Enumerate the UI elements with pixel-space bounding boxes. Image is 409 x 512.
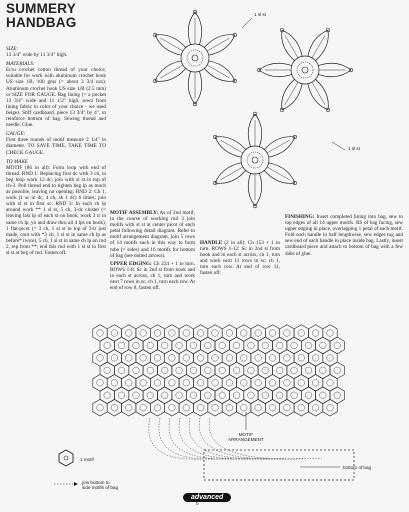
to-make-heading: TO MAKE <box>6 158 28 165</box>
arrangement-hexagon <box>316 362 330 379</box>
motif-arrangement-label-2: ARRANGEMENT <box>228 437 264 442</box>
arrangement-hexagon <box>222 325 236 342</box>
arrangement-hexagon <box>208 350 222 367</box>
arrangement-hexagon <box>273 387 287 404</box>
arrangement-hexagon <box>323 399 337 416</box>
arrangement-hexagon <box>237 325 251 342</box>
join-bottom-label <box>82 480 118 490</box>
to-make-text: MOTIF (86 in all): Form loop with end of thread. RND 1: Replacing first dc with 3 ch, in beg loop work 12 dc; join with sl st in top of ch-3. Pull thread end to tighten beg lp as much as possible, leaving no opening. RND 2: Ch 1, work (1 sc in dc, 4 ch, sk 1 dc) 6 times; join with sl st in first sc. RND 3: In each ch lp around work ** 1 sl st, 5 ch, 3-dc cluster (= leaving last lp of each st on hook, work 3 tr in same ch lp, yo and draw thru all 4 lps on hook), 1 flat-picot (= 3 ch, 1 sl st in top of 3-tr just made, cont with *3 ch, 1 sl st in same ch lp as before* twice), 5 ch, 1 sl st in same ch lp on rnd 2, rep from **; end this rnd with 1 sl st in first sl st at beg of rnd. Fasten off. <box>6 164 106 256</box>
arrangement-hexagon <box>93 350 107 367</box>
arrangement-hexagon <box>93 375 107 392</box>
arrangement-hexagon <box>309 325 323 342</box>
arrangement-hexagon <box>301 337 315 354</box>
arrangement-hexagon <box>107 350 121 367</box>
motif-assembly-text: As of 2nd motif, in the course of working rnd 3 join motifs with sl st at center picot of each petal following detail diagram. Refer to motif arrangement diagram, join 5 rows of 14 motifs each in this way to form tube (= sides) and 16 motifs for bottom of bag (see dotted arrows). <box>110 210 195 259</box>
arrangement-hexagon <box>179 350 193 367</box>
arrangement-hexagon <box>258 387 272 404</box>
arrangement-hexagon <box>136 325 150 342</box>
magazine-logo: advanced <box>183 493 231 502</box>
motif-arrangement-label-1: MOTIF <box>238 432 254 437</box>
arrangement-hexagon <box>122 399 136 416</box>
arrangement-hexagon <box>186 337 200 354</box>
upper-edging-heading: UPPER EDGING: <box>110 260 152 267</box>
arrangement-hexagon <box>143 362 157 379</box>
arrangement-hexagon <box>265 375 279 392</box>
arrangement-hexagon <box>193 325 207 342</box>
arrangement-hexagon <box>258 362 272 379</box>
arrangement-hexagon <box>122 325 136 342</box>
arrangement-hexagon <box>114 387 128 404</box>
arrangement-hexagon <box>265 325 279 342</box>
motif-diagram <box>153 10 236 106</box>
arrangement-hexagon <box>107 399 121 416</box>
arrangement-hexagon <box>309 399 323 416</box>
arrangement-hexagon <box>122 350 136 367</box>
arrangement-hexagon <box>114 362 128 379</box>
arrangement-hexagon <box>251 350 265 367</box>
arrangement-hexagon <box>136 399 150 416</box>
arrangement-hexagon <box>215 337 229 354</box>
arrangement-hexagon <box>280 325 294 342</box>
arrangement-hexagon <box>244 387 258 404</box>
join-bottom-label-1: join bottom to <box>82 480 110 485</box>
single-motif-symbol <box>59 450 73 466</box>
arrangement-hexagon <box>294 375 308 392</box>
one-motif-label: 1 motif <box>80 457 94 462</box>
handle-text: (2 in all): Ch 153 + 1 to turn. ROWS 1-12: Sc in 2nd st from hook and in each st across, ch 1, turn and work next 11 rows in sc; ch 1, turn each row. At end of row 11, fasten off. <box>200 240 280 277</box>
arrangement-hexagon <box>251 399 265 416</box>
arrangement-hexagon <box>201 337 215 354</box>
arrangement-hexagon <box>265 399 279 416</box>
arrangement-hexagon <box>193 350 207 367</box>
arrangement-hexagon <box>114 337 128 354</box>
arrangement-hexagon <box>158 337 172 354</box>
arrangement-hexagon <box>251 375 265 392</box>
gauge-heading: GAUGE: <box>6 131 26 138</box>
arrangement-hexagon <box>179 399 193 416</box>
join-arrow-symbol <box>54 482 78 486</box>
arrangement-hexagon <box>323 375 337 392</box>
bottom-of-bag-label: bottom of bag <box>343 465 372 470</box>
arrangement-hexagon <box>251 325 265 342</box>
arrangement-hexagon <box>258 337 272 354</box>
arrangement-dotted-box <box>204 450 354 480</box>
arrangement-hexagon <box>273 362 287 379</box>
arrangement-hexagon <box>179 375 193 392</box>
materials-heading: MATERIALS: <box>6 61 35 68</box>
arrangement-hexagon <box>287 387 301 404</box>
arrangement-hexagon <box>129 337 143 354</box>
arrangement-hexagon <box>265 350 279 367</box>
arrangement-hexagon <box>330 387 344 404</box>
arrangement-hexagon <box>172 337 186 354</box>
arrangement-hexagon <box>93 325 107 342</box>
arrangement-hexagon <box>287 337 301 354</box>
motif-arrangement-label <box>228 432 264 442</box>
arrangement-hexagon <box>193 375 207 392</box>
arrangement-hexagon <box>158 387 172 404</box>
arrangement-hexagon <box>244 337 258 354</box>
sl-st-label-right: 1 sl st <box>348 146 360 151</box>
arrangement-hexagon <box>294 350 308 367</box>
size-heading: SIZE: <box>6 46 19 52</box>
arrangement-hexagon <box>107 325 121 342</box>
arrangement-hexagon <box>150 350 164 367</box>
arrangement-hexagon <box>294 399 308 416</box>
arrangement-hexagon <box>93 399 107 416</box>
arrangement-hexagon <box>129 387 143 404</box>
arrangement-hexagon <box>215 387 229 404</box>
upper-edging-text: Ch 224 + 1 to turn. ROWS 1-8: Sc in 2nd st from hook and in each st across, ch 1, turn and work next 7 rows in sc; ch 1, turn each row. At end of row 8, fasten off. <box>110 260 196 292</box>
arrangement-hexagon <box>165 350 179 367</box>
arrangement-hexagon <box>208 325 222 342</box>
arrangement-hexagon <box>107 375 121 392</box>
arrangement-hexagon <box>122 375 136 392</box>
arrangement-hexagon <box>201 387 215 404</box>
arrangement-hexagon <box>287 362 301 379</box>
finishing-heading: FINISHING: <box>285 214 315 220</box>
arrangement-hexagon <box>172 387 186 404</box>
arrangement-hexagon <box>309 350 323 367</box>
sl-st-label-top: 1 sl st <box>254 12 266 17</box>
arrangement-hexagon <box>165 325 179 342</box>
arrangement-hexagon <box>237 350 251 367</box>
arrangement-hexagon <box>294 325 308 342</box>
motif-assembly-heading: MOTIF ASSEMBLY: <box>110 210 159 216</box>
page-number: 6 <box>196 502 199 507</box>
arrangement-hexagon <box>193 399 207 416</box>
arrangement-hexagon <box>323 350 337 367</box>
arrangement-hexagon <box>301 387 315 404</box>
arrangement-hexagon <box>136 350 150 367</box>
title-line-1: SUMMERY <box>6 1 76 16</box>
arrangement-hexagon <box>309 375 323 392</box>
join-arrow <box>159 418 232 459</box>
arrangement-hexagon <box>100 362 114 379</box>
join-bottom-label-2: side motifs of bag <box>82 485 119 490</box>
arrangement-hexagon <box>215 362 229 379</box>
arrangement-hexagon <box>330 337 344 354</box>
arrangement-hexagon <box>330 362 344 379</box>
motif-diagram <box>213 112 296 208</box>
arrangement-hexagon <box>158 362 172 379</box>
arrangement-hexagon <box>172 362 186 379</box>
arrangement-hexagon <box>229 337 243 354</box>
arrangement-hexagon <box>143 337 157 354</box>
arrangement-hexagon <box>179 325 193 342</box>
gauge-text: First three rounds of motif measure 2 1/4" in diameter. TO SAVE TIME, TAKE TIME TO CHECK GAUGE. <box>6 137 106 156</box>
motif-stitch-diagrams <box>153 10 352 208</box>
arrangement-hexagon <box>316 337 330 354</box>
arrangement-hexagon <box>186 387 200 404</box>
motif-arrangement-diagram <box>93 325 345 459</box>
arrangement-hexagon <box>222 350 236 367</box>
arrangement-hexagon <box>237 375 251 392</box>
arrangement-hexagon <box>100 387 114 404</box>
join-arrow <box>209 418 322 459</box>
title-line-2: HANDBAG <box>6 15 77 30</box>
arrangement-hexagon <box>323 325 337 342</box>
arrangement-hexagon <box>100 337 114 354</box>
arrangement-hexagon <box>280 375 294 392</box>
arrangement-hexagon <box>237 399 251 416</box>
arrangement-hexagon <box>136 375 150 392</box>
arrangement-hexagon <box>222 399 236 416</box>
arrangement-hexagon <box>316 387 330 404</box>
arrangement-hexagon <box>229 387 243 404</box>
arrangement-hexagon <box>150 375 164 392</box>
materials-text: Ecru crochet cotton thread of your choice, suitable for work with aluminum crochet hook US size 1B, 100 gms (= about 3 3/4 ozs). Aluminum crochet hook US size 1/B (2.5 mm) or SIZE FOR GAUGE. Bag lining (= a pocket 13 3/4" wide and 11 1/2" high, sewn from lining fabric in color of your choice - we used beige). Stiff cardboard, piece 13 3/4" by 4", to reinforce bottom of bag. Sewing thread and needle. Glue. <box>6 67 106 129</box>
arrangement-hexagon <box>150 399 164 416</box>
finishing-text: Insert completed lining into bag, sew to top edges of all 14 upper motifs. RS of bag facing, sew upper edging in place, overlapping 1 petal of each motif. Fold each handle in half lengthwise, sew edges tog and sew end of each handle in place inside bag. Lastly, insert cardboard piece and attach to bottom of bag with a few dabs of glue. <box>285 214 403 257</box>
arrangement-hexagon <box>165 399 179 416</box>
motif-diagram <box>257 28 353 111</box>
arrangement-hexagon <box>143 387 157 404</box>
arrangement-hexagon <box>165 375 179 392</box>
arrangement-hexagon <box>208 375 222 392</box>
arrangement-hexagon <box>280 350 294 367</box>
arrangement-hexagon <box>222 375 236 392</box>
arrangement-hexagon <box>229 362 243 379</box>
size-text: 13 3/4" wide by 11 3/4" high. <box>6 52 68 59</box>
arrangement-hexagon <box>208 399 222 416</box>
arrangement-hexagon <box>150 325 164 342</box>
arrangement-hexagon <box>201 362 215 379</box>
arrangement-hexagon <box>280 399 294 416</box>
handle-heading: HANDLE <box>200 240 223 246</box>
arrangement-hexagon <box>273 337 287 354</box>
